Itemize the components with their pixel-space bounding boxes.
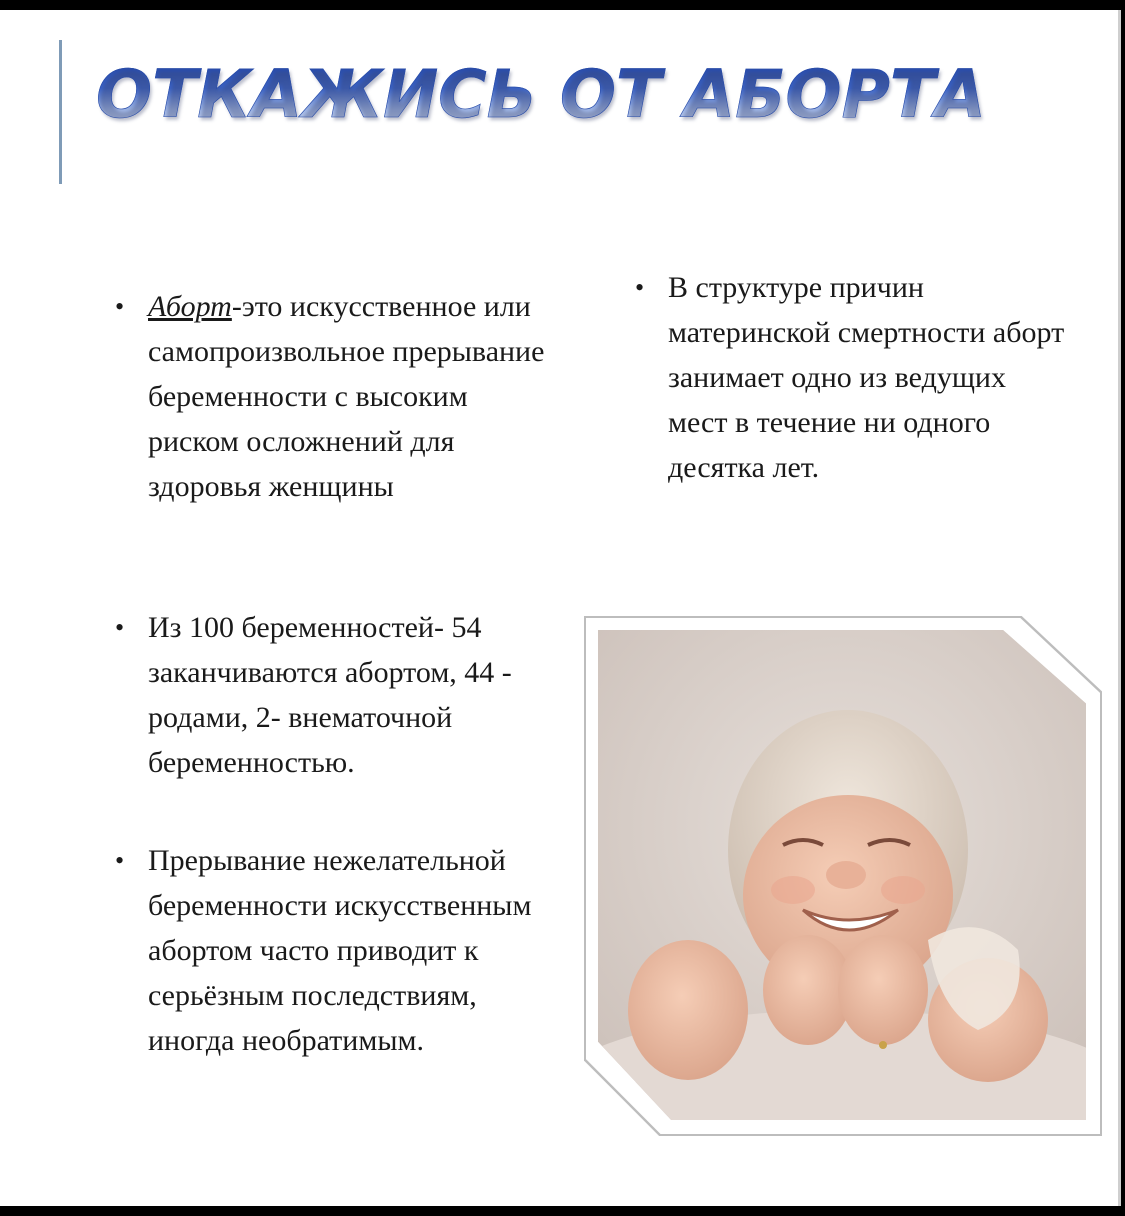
consequences-text: Прерывание нежелательной беременности искусственным абортом часто приводит к серьёзным последствиям, иногда необратимым. (148, 844, 532, 1057)
bullet-statistics (115, 605, 558, 785)
mortality-text: В структуре причин материнской смертности аборт занимает одно из ведущих мест в течение ни одного десятка лет. (668, 271, 1065, 484)
bullet-definition (115, 284, 548, 509)
page-edge (1118, 10, 1121, 1206)
bullet-consequences (115, 838, 548, 1063)
page-title: ОТКАЖИСЬ ОТ АБОРТА (96, 56, 986, 133)
statistics-text: Из 100 беременностей- 54 заканчиваются абортом, 44 - родами, 2- внематочной беременностью. (148, 611, 512, 779)
term-abortion: Аборт (148, 290, 232, 323)
baby-photo (598, 630, 1086, 1120)
bullet-dot: • (115, 846, 125, 875)
bullet-dot: • (115, 292, 125, 321)
title-accent-bar (59, 40, 62, 184)
baby-illustration (598, 630, 1086, 1120)
bullet-mortality (635, 265, 1068, 490)
bullet-dot: • (635, 273, 645, 302)
definition-text: -это искусственное или самопроизвольное прерывание беременности с высоким риском осложнений для здоровья женщины (148, 290, 545, 503)
bullet-dot: • (115, 613, 125, 642)
